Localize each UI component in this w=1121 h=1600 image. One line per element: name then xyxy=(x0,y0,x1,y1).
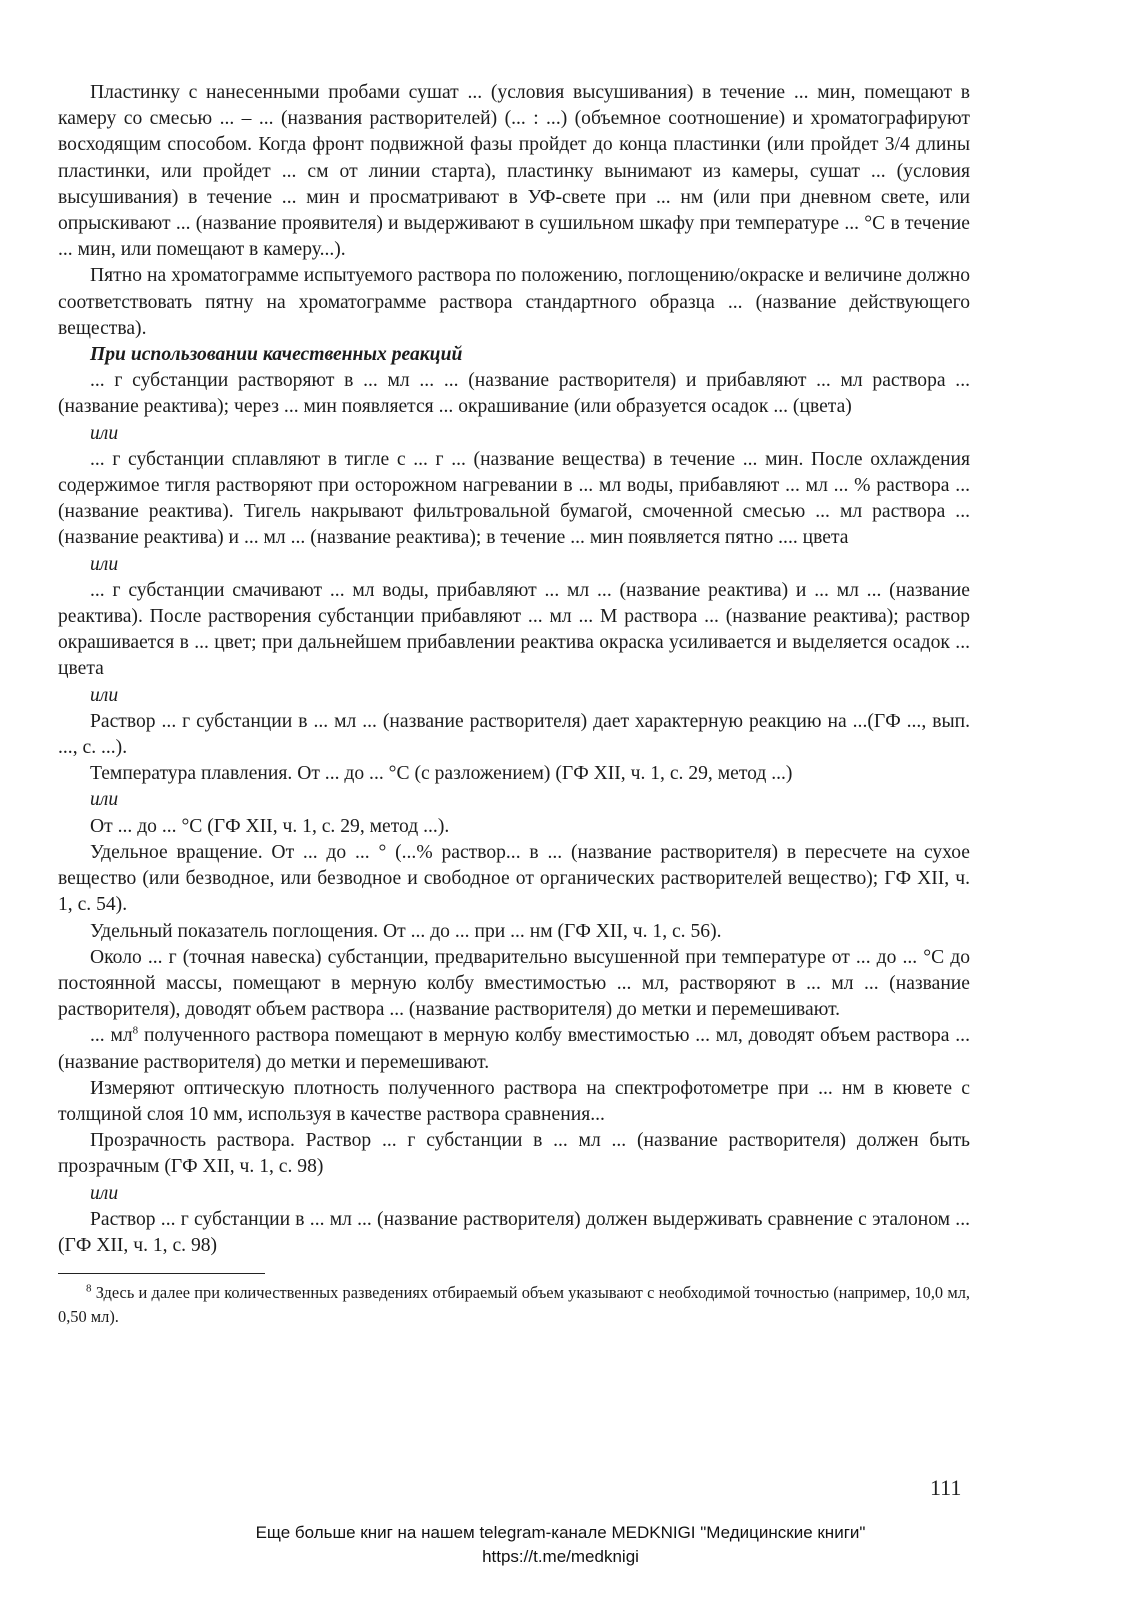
paragraph-with-footnote-ref xyxy=(58,1023,970,1075)
footnote-text: Здесь и далее при количественных разведениях отбираемый объем указывают с необходимой точностью (например, 10,0 мл, 0,50 мл). xyxy=(58,1283,970,1327)
footnote-reference: 8 xyxy=(132,1024,139,1037)
paragraph: Температура плавления. От ... до ... °С (с разложением) (ГФ XII, ч. 1, с. 29, метод ...) xyxy=(90,763,793,785)
page-body xyxy=(58,80,970,1329)
paragraph: Пятно на хроматограмме испытуемого раствора по положению, поглощению/окраске и величине должно соответствовать пятну на хроматограмме раствора стандартного образца ... (название действующего вещества). xyxy=(58,265,970,339)
paragraph: Удельный показатель поглощения. От ... до ... при ... нм (ГФ XII, ч. 1, с. 56). xyxy=(90,920,722,942)
paragraph: ... г субстанции смачивают ... мл воды, прибавляют ... мл ... (название реактива) и ... мл ... (название реактива). После растворения субстанции прибавляют ... мл ... М раствора ... (название реактива); раствор окрашивается в ... цвет; при дальнейшем прибавлении реактива окраска усиливается и выделяется осадок ... цвета xyxy=(58,579,970,680)
paragraph-rest: полученного раствора помещают в мерную колбу вместимостью ... мл, доводят объем раствора ... (название растворителя) до метки и перемешивают. xyxy=(58,1025,970,1073)
paragraph: Раствор ... г субстанции в ... мл ... (название растворителя) дает характерную реакцию на ...(ГФ ..., вып. ..., с. ...). xyxy=(58,710,970,759)
paragraph: Пластинку с нанесенными пробами сушат ... (условия высушивания) в течение ... мин, помещают в камеру со смесью ... – ... (названия растворителей) (... : ...) (объемное соотношение) и хроматографируют восходящим способом. Когда фронт подвижной фазы пройдет до конца пластинки (или пройдет 3/4 длины пластинки, или пройдет ... см от линии старта), пластинку вынимают из камеры, сушат ... (условия высушивания) в течение ... мин и просматривают в УФ-свете при ... нм (или при дневном свете, или опрыскивают ... (название проявителя) и выдерживают в сушильном шкафу при температуре ... °С в течение ... мин, или помещают в камеру...). xyxy=(58,82,970,261)
paragraph: ... г субстанции растворяют в ... мл ... ... (название растворителя) и прибавляют ... мл раствора ... (название реактива); через ... мин появляется ... окрашивание (или образуется осадок ... (цвета) xyxy=(58,370,970,418)
promo-banner-text: Еще больше книг на нашем telegram-канале MEDKNIGI "Медицинские книги" xyxy=(255,1523,866,1542)
or-label: или xyxy=(90,684,119,706)
page-number: 111 xyxy=(930,1475,962,1500)
paragraph-start: ... мл xyxy=(90,1025,133,1047)
paragraph: Прозрачность раствора. Раствор ... г субстанции в ... мл ... (название растворителя) должен быть прозрачным (ГФ XII, ч. 1, с. 98) xyxy=(58,1130,970,1178)
footnote-divider xyxy=(58,1273,265,1274)
or-label: или xyxy=(90,422,119,444)
or-label: или xyxy=(90,789,119,811)
paragraph: ... г субстанции сплавляют в тигле с ... г ... (название вещества) в течение ... мин. После охлаждения содержимое тигля растворяют при осторожном нагревании в ... мл воды, прибавляют ... мл ... % раствора ... (название реактива). Тигель накрывают фильтровальной бумагой, смоченной смесью ... мл раствора ... (название реактива) и ... мл ... (название реактива); в течение ... мин появляется пятно .... цвета xyxy=(58,448,970,549)
footnote-marker: 8 xyxy=(86,1282,92,1295)
promo-banner-link[interactable]: https://t.me/medknigi xyxy=(482,1547,639,1566)
paragraph: От ... до ... °С (ГФ XII, ч. 1, с. 29, метод ...). xyxy=(90,815,450,837)
paragraph: Около ... г (точная навеска) субстанции, предварительно высушенной при температуре от ... до ... °С до постоянной массы, помещают в мерную колбу вместимостью ... мл, растворяют в ... мл ... (название растворителя), доводят объем раствора ... (название растворителя) до метки и перемешивают. xyxy=(58,946,970,1021)
or-label: или xyxy=(90,1182,119,1204)
paragraph: Удельное вращение. От ... до ... ° (...% раствор... в ... (название растворителя) в пересчете на сухое вещество (или безводное, или безводное и свободное от органических растворителей вещество); ГФ XII, ч. 1, с. 54). xyxy=(58,841,970,916)
or-label: или xyxy=(90,553,119,575)
paragraph: Измеряют оптическую плотность полученного раствора на спектрофотометре при ... нм в кювете с толщиной слоя 10 мм, используя в качестве раствора сравнения... xyxy=(58,1077,970,1125)
paragraph: Раствор ... г субстанции в ... мл ... (название растворителя) должен выдерживать сравнение с эталоном ... (ГФ XII, ч. 1, с. 98) xyxy=(58,1208,970,1256)
section-heading: При использовании качественных реакций xyxy=(90,344,463,366)
footnote xyxy=(58,1281,970,1329)
